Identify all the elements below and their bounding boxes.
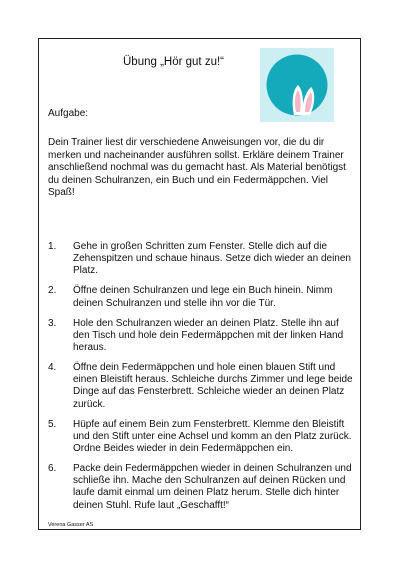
instruction-text: Gehe in großen Schritten zum Fenster. Stelle dich auf die Zehenspitzen und schaue hinaus. Setze dich wieder an deinen Platz. [73,241,351,277]
instruction-number: 6. [48,463,57,475]
task-label: Aufgabe: [48,108,89,119]
instruction-item [48,241,356,278]
instruction-item [48,419,356,456]
worksheet-title: Übung „Hör gut zu!“ [123,56,224,68]
instruction-number: 4. [48,362,57,374]
instruction-number: 2. [48,285,57,297]
instruction-number: 1. [48,241,57,252]
instruction-item [48,463,356,512]
instruction-number: 3. [48,317,57,329]
instruction-text: Packe dein Federmäppchen wieder in deinen Schulranzen und schließe ihn. Mache den Schulranzen auf deinen Rücken und laufe damit einmal um deinen Platz herum. Stelle dich hinter deinen Stuhl. Rufe laut „Geschafft!“ [73,463,352,511]
instruction-item [48,285,356,309]
instruction-text: Öffne deinen Schulranzen und lege ein Buch hinein. Nimm deinen Schulranzen und stelle ihn vor die Tür. [73,285,333,309]
instruction-number: 5. [48,418,57,430]
instruction-item [48,318,356,355]
instruction-text: Öffne dein Federmäppchen und hole einen blauen Stift und einen Bleistift heraus. Schleiche durchs Zimmer und lege beide Dinge auf das Fensterbrett. Schleiche wieder an deinen Platz zurück. [73,362,353,410]
task-intro: Dein Trainer liest dir verschiedene Anweisungen vor, die du dir merken und nacheinander ausführen sollst. Erkläre deinem Trainer anschließend nochmal was du gemacht hast. Als Material benötigst du deinen Schulranzen, ein Buch und ein Federmäppchen. Viel Spaß! [48,137,346,199]
author-credit: Verena Gasser AS [48,522,94,528]
instruction-item [48,362,356,411]
worksheet [38,38,361,530]
instruction-text: Hole den Schulranzen wieder an deinen Platz. Stelle ihn auf den Tisch und hole dein Federmäppchen mit der linken Hand heraus. [73,317,344,354]
instruction-text: Hüpfe auf einem Bein zum Fensterbrett. Klemme den Bleistift und den Stift unter eine Achsel und komm an den Platz zurück. Ordne Beides wieder in dein Federmäppchen ein. [73,418,352,455]
bunny-ears-icon [260,48,334,122]
instruction-list [48,241,356,520]
